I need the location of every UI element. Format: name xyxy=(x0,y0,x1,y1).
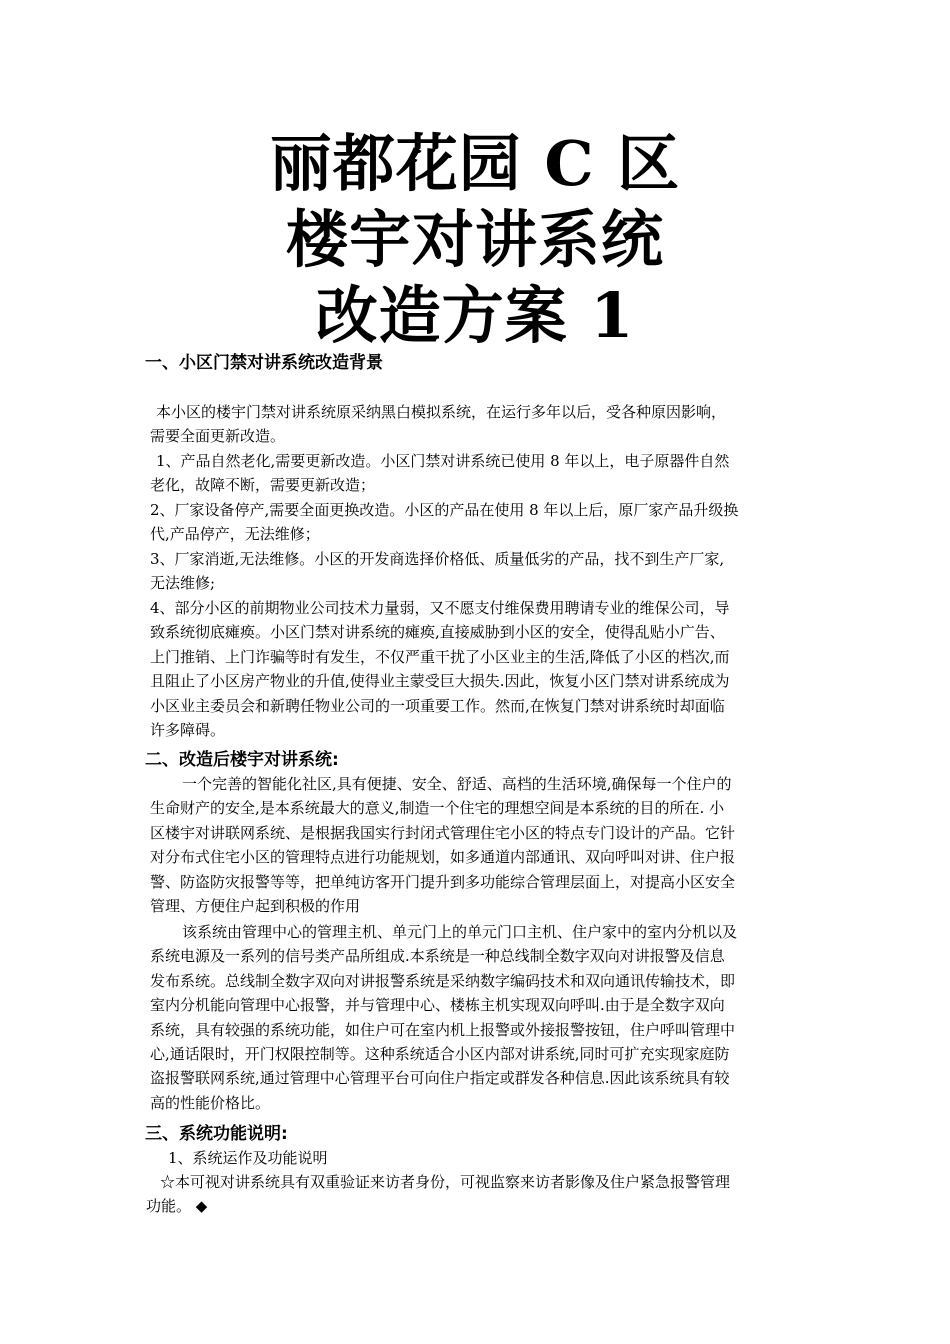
text-line: 区楼宇对讲联网系统、是根据我国实行封闭式管理住宅小区的特点专门设计的产品。它针 xyxy=(150,823,736,842)
text-line: 生命财产的安全,是本系统最大的意义,制造一个住宅的理想空间是本系统的目的所在. 小 xyxy=(150,799,725,818)
text-line: 1、产品自然老化,需要更新改造。小区门禁对讲系统已使用 8 年以上，电子原器件自然 xyxy=(156,452,730,470)
text-line: 2、厂家设备停产,需要全面更换改造。小区的产品在使用 8 年以上后，原厂家产品升级换 xyxy=(150,501,739,519)
text-line: 警、防盗防灾报警等等，把单纯访客开门提升到多功能综合管理层面上，对提高小区安全 xyxy=(150,872,736,891)
paragraph xyxy=(150,498,810,547)
title-line-1: 丽都花园 C 区 xyxy=(269,127,681,200)
paragraph xyxy=(150,400,810,449)
text-line: 系统电源及一系列的信号类产品所组成.本系统是一种总线制全数字双向对讲报警及信息 xyxy=(150,947,725,966)
paragraph xyxy=(150,920,810,1115)
paragraph xyxy=(150,449,810,498)
subsection-title xyxy=(168,1146,828,1170)
text-line: 对分布式住宅小区的管理特点进行功能规划，如多通道内部通讯、双向呼叫对讲、住户报 xyxy=(150,848,736,867)
text-line: 3、厂家消逝,无法维修。小区的开发商选择价格低、质量低劣的产品，找不到生产厂家, xyxy=(150,550,725,568)
text-line: ☆本可视对讲系统具有双重验证来访者身份，可视监察来访者影像及住户紧急报警管理 xyxy=(160,1173,731,1191)
title-line-3: 改造方案 1 xyxy=(315,279,635,352)
text-line: 发布系统。总线制全数字双向对讲报警系统是采纳数字编码技术和双向通讯传输技术，即 xyxy=(150,971,736,990)
text-line: 老化，故障不断，需要更新改造； xyxy=(150,476,376,495)
paragraph xyxy=(150,547,810,596)
text-line: 上门推销、上门诈骗等时有发生，不仅严重干扰了小区业主的生活,降低了小区的档次,而 xyxy=(150,647,730,666)
section-heading-1: 一、小区门禁对讲系统改造背景 xyxy=(145,353,383,373)
text-line: 4、部分小区的前期物业公司技术力量弱，又不愿支付维保费用聘请专业的维保公司，导 xyxy=(150,599,730,617)
text-line: 代,产品停产，无法维修； xyxy=(150,525,320,544)
text-line: 许多障碍。 xyxy=(150,721,226,740)
text-line: 致系统彻底瘫痪。小区门禁对讲系统的瘫痪,直接威胁到小区的安全，使得乱贴小广告、 xyxy=(150,623,725,642)
paragraph xyxy=(150,772,810,918)
text-line: 系统，具有较强的系统功能，如住户可在室内机上报警或外接报警按钮，住户呼叫管理中 xyxy=(150,1020,736,1039)
text-line: 管理、方便住户起到积极的作用 xyxy=(150,897,361,916)
title-line-2: 楼宇对讲系统 xyxy=(285,203,664,276)
text-line: 功能。 ◆ xyxy=(146,1197,208,1216)
text-line: 1、系统运作及功能说明 xyxy=(168,1149,328,1167)
section-heading-2: 二、改造后楼宇对讲系统: xyxy=(145,750,339,770)
paragraph xyxy=(146,1170,810,1219)
paragraph xyxy=(150,596,810,742)
text-line: 高的性能价格比。 xyxy=(150,1093,271,1112)
text-line: 需要全面更新改造。 xyxy=(150,427,286,446)
text-line: 无法维修; xyxy=(150,574,216,593)
text-line: 盗报警联网系统,通过管理中心管理平台可向住户指定或群发各种信息.因此该系统具有较 xyxy=(150,1069,730,1088)
document-title xyxy=(0,128,950,356)
text-line: 且阻止了小区房产物业的升值,使得业主蒙受巨大损失.因此，恢复小区门禁对讲系统成为 xyxy=(150,672,730,691)
text-line: 该系统由管理中心的管理主机、单元门上的单元门口主机、住户家中的室内分机以及 xyxy=(182,923,738,941)
text-line: 一个完善的智能化社区,具有便捷、安全、舒适、高档的生活环境,确保每一个住户的 xyxy=(182,775,732,793)
text-line: 心,通话限时，开门权限控制等。这种系统适合小区内部对讲系统,同时可扩充实现家庭防 xyxy=(150,1045,730,1064)
section-heading-3: 三、系统功能说明: xyxy=(145,1124,288,1144)
text-line: 室内分机能向管理中心报警，并与管理中心、楼栋主机实现双向呼叫.由于是全数字双向 xyxy=(150,996,725,1015)
text-line: 小区业主委员会和新聘任物业公司的一项重要工作。然而,在恢复门禁对讲系统时却面临 xyxy=(150,696,725,715)
text-line: 本小区的楼宇门禁对讲系统原采纳黑白模拟系统，在运行多年以后，受各种原因影响， xyxy=(156,403,727,421)
